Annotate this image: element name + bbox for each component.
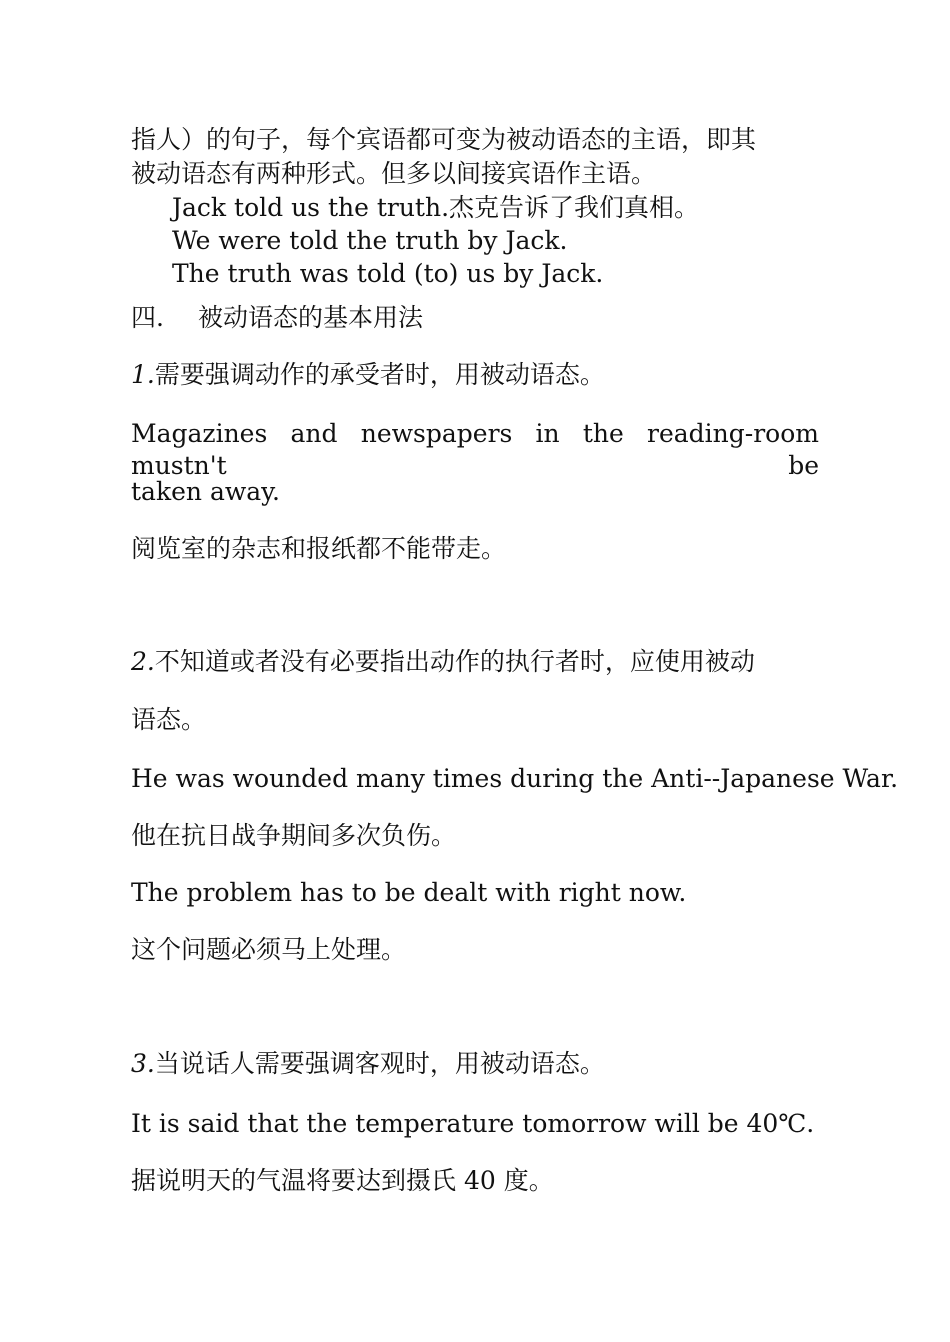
- usage-3-title: 当说话人需要强调客观时，用被动语态。: [154, 1049, 605, 1078]
- section-heading: [131, 302, 423, 334]
- usage-2-english-2: The problem has to be dealt with right now.: [131, 878, 687, 907]
- intro-line-2: 被动语态有两种形式。但多以间接宾语作主语。: [131, 159, 657, 188]
- example-sentence-2: We were told the truth by Jack.: [172, 226, 568, 255]
- section-number: 四.: [131, 303, 164, 332]
- usage-2-heading: [131, 646, 755, 678]
- usage-2-english-1: He was wounded many times during the Anti--Japanese War.: [131, 764, 899, 793]
- usage-3-number: 3.: [131, 1049, 155, 1078]
- usage-1-english-line-1: Magazines and newspapers in the reading-room mustn't be: [131, 419, 819, 480]
- intro-line-1: 指人）的句子，每个宾语都可变为被动语态的主语，即其: [131, 125, 757, 154]
- usage-2-title: 不知道或者没有必要指出动作的执行者时，应使用被动: [154, 647, 755, 676]
- usage-1-number: 1.: [131, 360, 155, 389]
- usage-3-heading: [131, 1048, 605, 1080]
- usage-1-english-line-2: taken away.: [131, 477, 280, 506]
- usage-1-title: 需要强调动作的承受者时，用被动语态。: [154, 360, 605, 389]
- usage-1-chinese: 阅览室的杂志和报纸都不能带走。: [131, 534, 507, 563]
- usage-3-english: It is said that the temperature tomorrow will be 40℃.: [131, 1109, 815, 1138]
- example-sentence-3: The truth was told (to) us by Jack.: [172, 259, 604, 288]
- example-sentence-1: Jack told us the truth.杰克告诉了我们真相。: [172, 193, 700, 222]
- usage-1-heading: [131, 359, 605, 391]
- section-title: 被动语态的基本用法: [197, 303, 423, 332]
- usage-2-chinese-2: 这个问题必须马上处理。: [131, 935, 407, 964]
- usage-3-chinese: 据说明天的气温将要达到摄氏 40 度。: [131, 1166, 554, 1195]
- usage-2-chinese-1: 他在抗日战争期间多次负伤。: [131, 821, 457, 850]
- usage-2-number: 2.: [131, 647, 155, 676]
- usage-2-heading-line-2: 语态。: [131, 705, 207, 734]
